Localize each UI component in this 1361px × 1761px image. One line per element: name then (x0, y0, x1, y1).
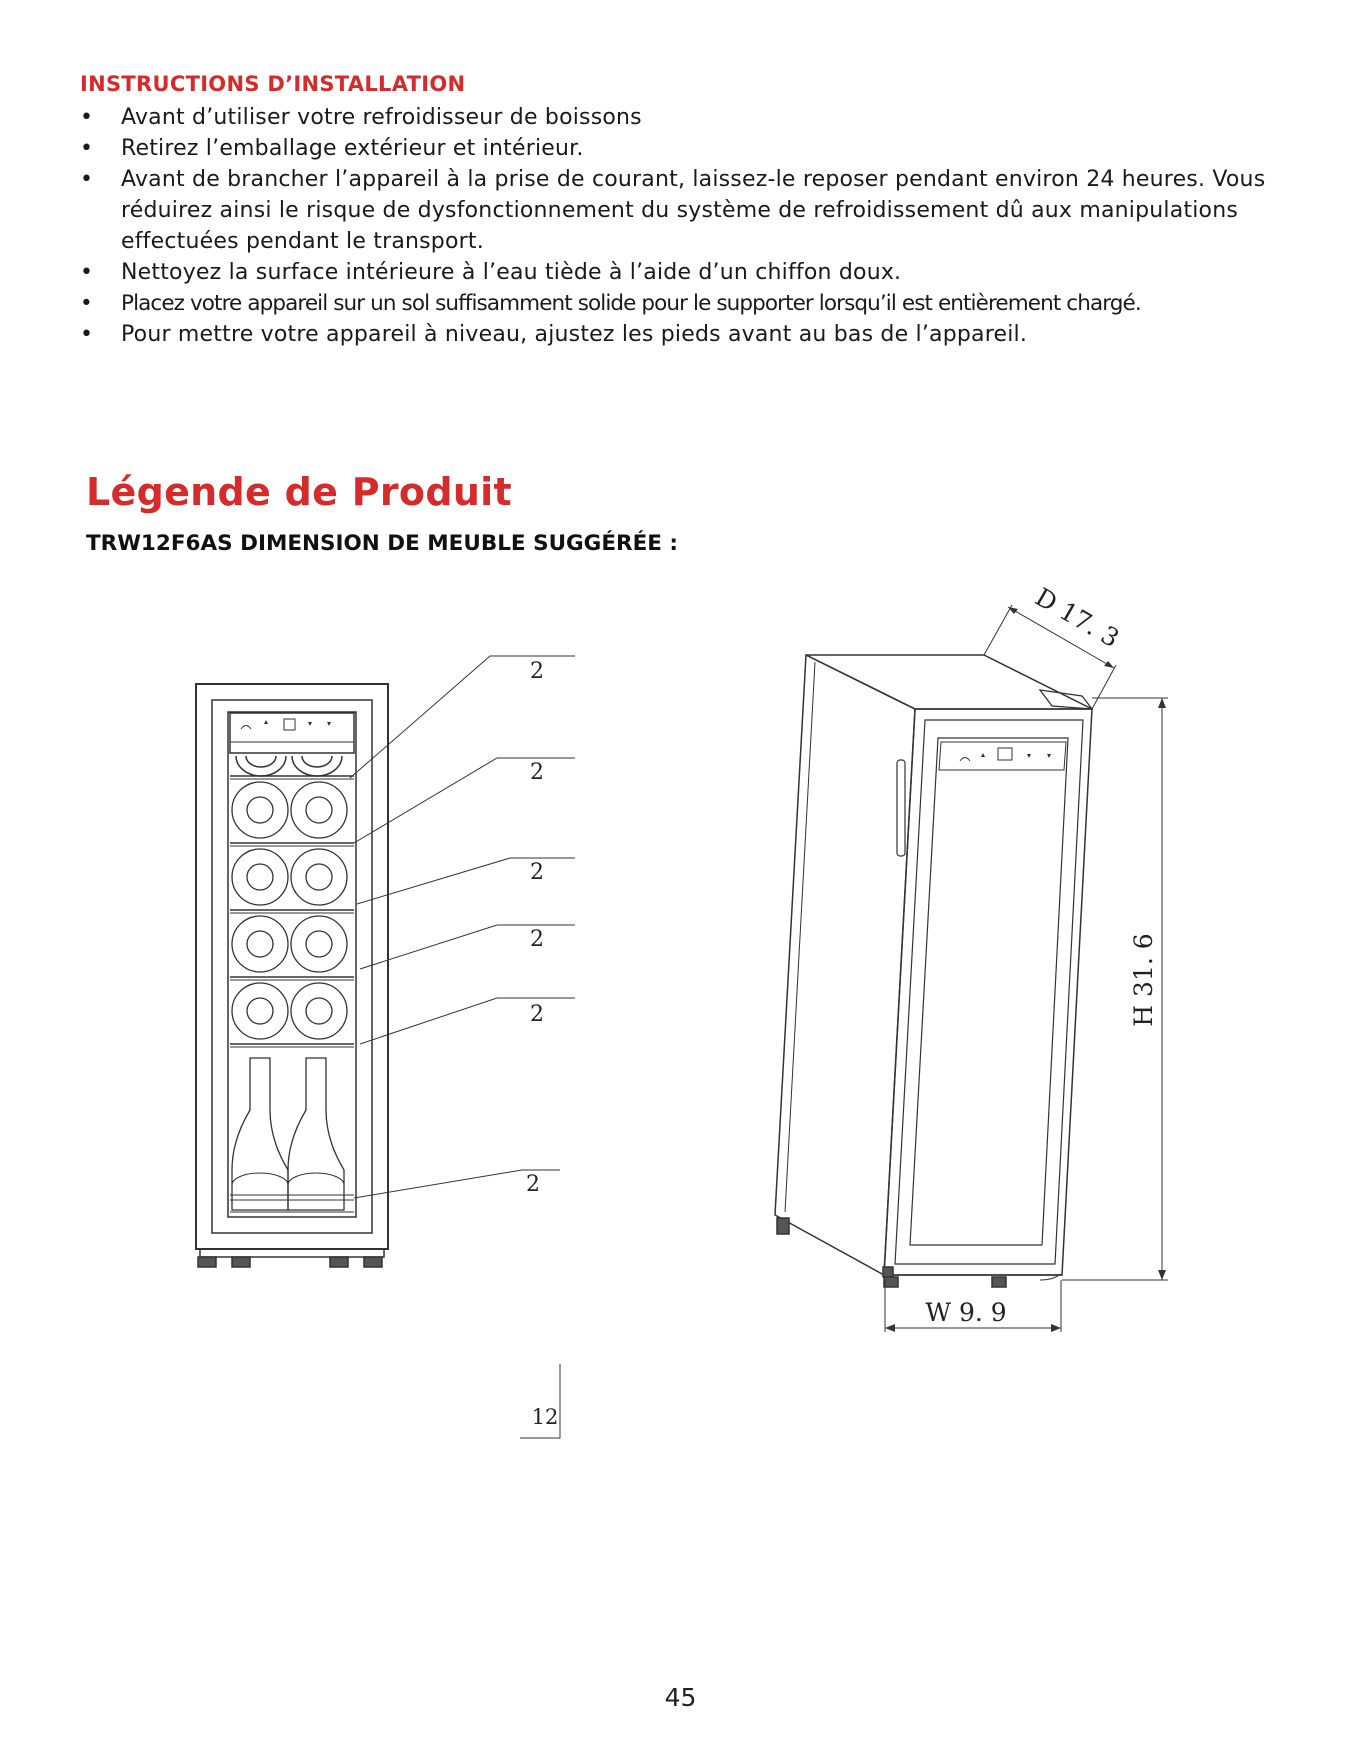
bullet-symbol: • (80, 260, 94, 285)
installation-heading: INSTRUCTIONS D’INSTALLATION (80, 72, 466, 96)
bullet-symbol: • (80, 105, 94, 130)
width-dimension-label: W 9. 9 (925, 1298, 1007, 1327)
shelf-capacity-label: 2 (526, 1172, 540, 1197)
bullet-symbol: • (80, 291, 92, 316)
shelf-capacity-label: 2 (530, 659, 544, 684)
shelf-capacity-label: 2 (530, 860, 544, 885)
installation-item-text: Avant de brancher l’appareil à la prise de courant, laissez-le reposer pendant environ 24 heures. Vous réduirez ainsi le risque de dysfonctionnement du système de refroidissement dû aux manipulations effectuées pendant le transport. (121, 167, 1266, 254)
depth-dimension-label: D 17. 3 (1030, 582, 1125, 654)
shelf-capacity-label: 2 (530, 927, 544, 952)
page-number: 45 (664, 1683, 697, 1712)
installation-item-text: Avant d’utiliser votre refroidisseur de boissons (121, 105, 642, 130)
installation-item-text: Pour mettre votre appareil à niveau, ajustez les pieds avant au bas de l’appareil. (121, 322, 1028, 347)
bullet-symbol: • (80, 167, 94, 192)
installation-item-text: Placez votre appareil sur un sol suffisamment solide pour le supporter lorsqu’il est entièrement chargé. (121, 291, 1141, 316)
cabinet-dimension-subtitle: TRW12F6AS DIMENSION DE MEUBLE SUGGÉRÉE : (86, 531, 679, 556)
height-dimension-label: H 31. 6 (1129, 933, 1158, 1027)
bullet-symbol: • (80, 322, 94, 347)
shelf-capacity-label: 2 (530, 1002, 544, 1027)
installation-item-text: Nettoyez la surface intérieure à l’eau tiède à l’aide d’un chiffon doux. (121, 260, 902, 285)
installation-item-text: Retirez l’emballage extérieur et intérieur. (121, 136, 584, 161)
bullet-symbol: • (80, 136, 94, 161)
total-capacity-label: 12 (531, 1405, 559, 1429)
side-view-drawing (775, 605, 1168, 1332)
product-legend-title: Légende de Produit (86, 470, 512, 514)
shelf-capacity-label: 2 (530, 760, 544, 785)
front-view-drawing (196, 656, 575, 1438)
